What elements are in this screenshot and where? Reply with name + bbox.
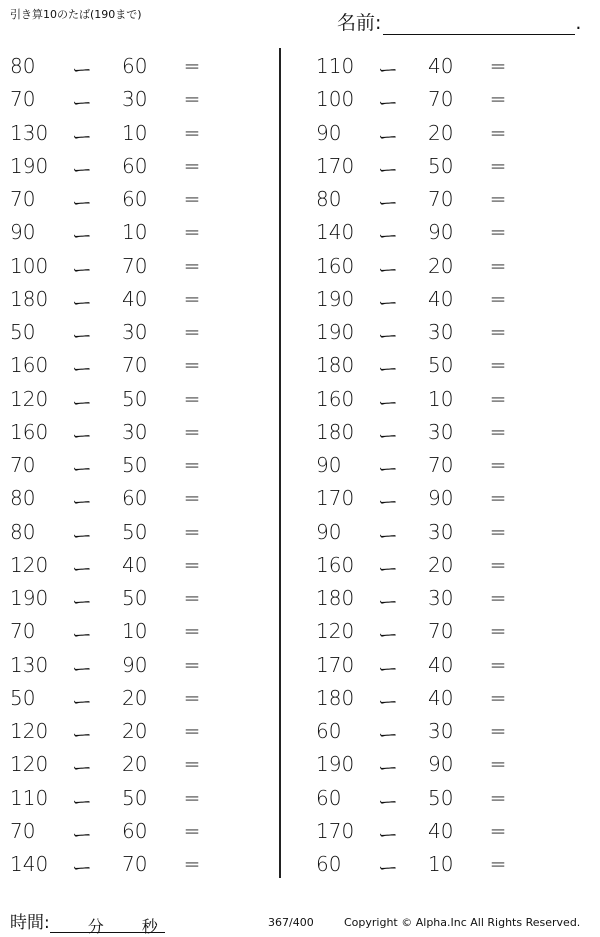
- minus-sign: ー: [72, 689, 92, 714]
- equals-sign: =: [489, 253, 507, 278]
- minuend: 100: [316, 87, 355, 112]
- equals-sign: =: [489, 785, 507, 810]
- subtrahend: 60: [122, 486, 148, 511]
- minus-sign: ー: [72, 390, 92, 415]
- subtrahend: 60: [122, 187, 148, 211]
- minuend: 70: [10, 87, 36, 112]
- minuend: 70: [10, 453, 36, 477]
- minus-sign: ー: [378, 822, 398, 847]
- equals-sign: =: [489, 419, 507, 444]
- time-label: 時間:: [10, 913, 50, 933]
- equals-sign: =: [489, 187, 507, 211]
- minuend: 80: [316, 187, 342, 211]
- minus-sign: ー: [72, 590, 92, 614]
- equals-sign: =: [489, 818, 507, 843]
- subtrahend: 30: [122, 419, 148, 444]
- time-field: [10, 908, 165, 936]
- subtrahend: 30: [428, 320, 454, 344]
- column-divider: [279, 48, 281, 878]
- subtrahend: 60: [122, 818, 148, 843]
- minuend: 180: [10, 286, 49, 311]
- minus-sign: ー: [378, 357, 398, 382]
- minuend: 80: [10, 519, 36, 544]
- minuend: 120: [10, 552, 49, 577]
- minuend: 170: [316, 652, 355, 677]
- minus-sign: ー: [72, 856, 92, 880]
- minuend: 70: [10, 187, 36, 211]
- minus-sign: ー: [378, 191, 398, 215]
- minuend: 160: [316, 253, 355, 278]
- subtrahend: 40: [428, 818, 454, 843]
- subtrahend: 20: [122, 685, 148, 710]
- equals-sign: =: [489, 453, 507, 477]
- minus-sign: ー: [378, 689, 398, 714]
- subtrahend: 40: [428, 54, 454, 78]
- minus-sign: ー: [72, 623, 92, 648]
- minuend: 160: [10, 353, 49, 378]
- minus-sign: ー: [72, 324, 92, 348]
- minus-sign: ー: [378, 224, 398, 249]
- equals-sign: =: [183, 153, 201, 178]
- equals-sign: =: [183, 253, 201, 278]
- minuend: 60: [316, 852, 342, 876]
- subtrahend: 70: [428, 619, 454, 644]
- minuend: 140: [10, 852, 49, 876]
- minus-sign: ー: [72, 58, 92, 82]
- equals-sign: =: [489, 153, 507, 178]
- minus-sign: ー: [378, 490, 398, 515]
- minus-sign: ー: [378, 590, 398, 614]
- minus-sign: ー: [72, 756, 92, 781]
- equals-sign: =: [489, 386, 507, 411]
- equals-sign: =: [183, 486, 201, 511]
- subtrahend: 20: [428, 552, 454, 577]
- equals-sign: =: [183, 120, 201, 145]
- minuend: 160: [10, 419, 49, 444]
- equals-sign: =: [183, 552, 201, 577]
- subtrahend: 50: [428, 153, 454, 178]
- subtrahend: 30: [428, 419, 454, 444]
- equals-sign: =: [183, 353, 201, 378]
- minus-sign: ー: [72, 490, 92, 515]
- minuend: 120: [316, 619, 355, 644]
- subtrahend: 30: [428, 519, 454, 544]
- equals-sign: =: [489, 54, 507, 78]
- page-number: 367/400: [268, 916, 314, 929]
- minus-sign: ー: [72, 789, 92, 814]
- equals-sign: =: [489, 652, 507, 677]
- minuend: 190: [316, 286, 355, 311]
- equals-sign: =: [183, 652, 201, 677]
- equals-sign: =: [489, 519, 507, 544]
- equals-sign: =: [183, 320, 201, 344]
- equals-sign: =: [183, 453, 201, 477]
- subtrahend: 40: [122, 552, 148, 577]
- minuend: 110: [10, 785, 49, 810]
- subtrahend: 40: [428, 685, 454, 710]
- minuend: 120: [10, 719, 49, 743]
- minuend: 120: [10, 752, 49, 777]
- minus-sign: ー: [378, 789, 398, 814]
- subtrahend: 40: [428, 652, 454, 677]
- minuend: 170: [316, 153, 355, 178]
- minuend: 50: [10, 320, 36, 344]
- subtrahend: 70: [428, 187, 454, 211]
- seconds-unit: 秒: [141, 917, 158, 936]
- subtrahend: 70: [428, 453, 454, 477]
- minus-sign: ー: [72, 723, 92, 747]
- subtrahend: 30: [428, 586, 454, 610]
- minus-sign: ー: [72, 257, 92, 282]
- subtrahend: 50: [428, 353, 454, 378]
- minus-sign: ー: [378, 623, 398, 648]
- minuend: 130: [10, 120, 49, 145]
- subtrahend: 50: [122, 386, 148, 411]
- minuend: 130: [10, 652, 49, 677]
- subtrahend: 50: [122, 519, 148, 544]
- minuend: 160: [316, 552, 355, 577]
- minuend: 50: [10, 685, 36, 710]
- minus-sign: ー: [378, 556, 398, 581]
- subtrahend: 70: [428, 87, 454, 112]
- worksheet-title: 引き算10のたば(190まで): [10, 8, 142, 21]
- subtrahend: 50: [122, 586, 148, 610]
- subtrahend: 10: [122, 220, 148, 245]
- minus-sign: ー: [72, 423, 92, 448]
- minuend: 180: [316, 419, 355, 444]
- minus-sign: ー: [378, 157, 398, 182]
- minus-sign: ー: [378, 856, 398, 880]
- subtrahend: 20: [122, 752, 148, 777]
- equals-sign: =: [183, 54, 201, 78]
- equals-sign: =: [183, 519, 201, 544]
- copyright-notice: Copyright © Alpha.Inc All Rights Reserved.: [344, 916, 581, 929]
- equals-sign: =: [489, 586, 507, 610]
- subtrahend: 50: [428, 785, 454, 810]
- minus-sign: ー: [378, 58, 398, 82]
- subtrahend: 60: [122, 54, 148, 78]
- equals-sign: =: [183, 419, 201, 444]
- equals-sign: =: [489, 120, 507, 145]
- minuend: 110: [316, 54, 355, 78]
- name-end: .: [575, 12, 582, 34]
- subtrahend: 90: [428, 486, 454, 511]
- equals-sign: =: [489, 320, 507, 344]
- subtrahend: 10: [122, 120, 148, 145]
- subtrahend: 90: [428, 752, 454, 777]
- minus-sign: ー: [378, 756, 398, 781]
- subtrahend: 10: [428, 852, 454, 876]
- minuend: 190: [316, 752, 355, 777]
- equals-sign: =: [183, 785, 201, 810]
- minuend: 90: [316, 453, 342, 477]
- equals-sign: =: [183, 752, 201, 777]
- name-field: [337, 8, 581, 35]
- equals-sign: =: [183, 586, 201, 610]
- minus-sign: ー: [72, 290, 92, 315]
- minuend: 90: [316, 120, 342, 145]
- minuend: 180: [316, 353, 355, 378]
- minus-sign: ー: [72, 124, 92, 149]
- equals-sign: =: [489, 286, 507, 311]
- subtrahend: 90: [122, 652, 148, 677]
- subtrahend: 70: [122, 253, 148, 278]
- minus-sign: ー: [72, 822, 92, 847]
- equals-sign: =: [489, 752, 507, 777]
- minuend: 190: [10, 586, 49, 610]
- minus-sign: ー: [72, 157, 92, 182]
- subtrahend: 40: [122, 286, 148, 311]
- equals-sign: =: [183, 220, 201, 245]
- minuend: 180: [316, 586, 355, 610]
- equals-sign: =: [489, 87, 507, 112]
- minuend: 140: [316, 220, 355, 245]
- minuend: 60: [316, 785, 342, 810]
- subtrahend: 50: [122, 785, 148, 810]
- minus-sign: ー: [378, 124, 398, 149]
- subtrahend: 30: [428, 719, 454, 743]
- minuend: 100: [10, 253, 49, 278]
- minus-sign: ー: [72, 191, 92, 215]
- equals-sign: =: [183, 852, 201, 876]
- equals-sign: =: [183, 818, 201, 843]
- minus-sign: ー: [378, 523, 398, 548]
- name-blank: [383, 14, 575, 35]
- minuend: 90: [316, 519, 342, 544]
- equals-sign: =: [183, 619, 201, 644]
- equals-sign: =: [183, 87, 201, 112]
- equals-sign: =: [489, 719, 507, 743]
- equals-sign: =: [489, 852, 507, 876]
- minus-sign: ー: [72, 357, 92, 382]
- equals-sign: =: [489, 220, 507, 245]
- minuend: 70: [10, 818, 36, 843]
- minuend: 190: [10, 153, 49, 178]
- minutes-unit: 分: [87, 917, 104, 936]
- minus-sign: ー: [72, 523, 92, 548]
- subtrahend: 20: [122, 719, 148, 743]
- equals-sign: =: [183, 719, 201, 743]
- minuend: 80: [10, 54, 36, 78]
- minus-sign: ー: [72, 91, 92, 116]
- equals-sign: =: [489, 619, 507, 644]
- minus-sign: ー: [378, 423, 398, 448]
- subtrahend: 20: [428, 253, 454, 278]
- minus-sign: ー: [378, 457, 398, 481]
- subtrahend: 90: [428, 220, 454, 245]
- subtrahend: 30: [122, 320, 148, 344]
- minuend: 180: [316, 685, 355, 710]
- name-label: 名前:: [337, 12, 382, 34]
- minus-sign: ー: [378, 290, 398, 315]
- subtrahend: 50: [122, 453, 148, 477]
- minus-sign: ー: [72, 556, 92, 581]
- subtrahend: 20: [428, 120, 454, 145]
- subtrahend: 70: [122, 353, 148, 378]
- equals-sign: =: [183, 286, 201, 311]
- minuend: 80: [10, 486, 36, 511]
- subtrahend: 30: [122, 87, 148, 112]
- minus-sign: ー: [378, 324, 398, 348]
- equals-sign: =: [489, 552, 507, 577]
- equals-sign: =: [489, 685, 507, 710]
- equals-sign: =: [183, 685, 201, 710]
- minuend: 190: [316, 320, 355, 344]
- minuend: 170: [316, 486, 355, 511]
- minus-sign: ー: [378, 390, 398, 415]
- equals-sign: =: [489, 486, 507, 511]
- minus-sign: ー: [378, 257, 398, 282]
- minuend: 160: [316, 386, 355, 411]
- minus-sign: ー: [72, 656, 92, 681]
- subtrahend: 10: [122, 619, 148, 644]
- minuend: 60: [316, 719, 342, 743]
- minus-sign: ー: [378, 723, 398, 747]
- subtrahend: 40: [428, 286, 454, 311]
- subtrahend: 10: [428, 386, 454, 411]
- subtrahend: 70: [122, 852, 148, 876]
- minus-sign: ー: [72, 457, 92, 481]
- minuend: 120: [10, 386, 49, 411]
- minus-sign: ー: [378, 656, 398, 681]
- subtrahend: 60: [122, 153, 148, 178]
- minuend: 170: [316, 818, 355, 843]
- minuend: 70: [10, 619, 36, 644]
- minus-sign: ー: [378, 91, 398, 116]
- equals-sign: =: [183, 386, 201, 411]
- time-blank: [50, 914, 165, 936]
- minus-sign: ー: [72, 224, 92, 249]
- equals-sign: =: [183, 187, 201, 211]
- minuend: 90: [10, 220, 36, 245]
- equals-sign: =: [489, 353, 507, 378]
